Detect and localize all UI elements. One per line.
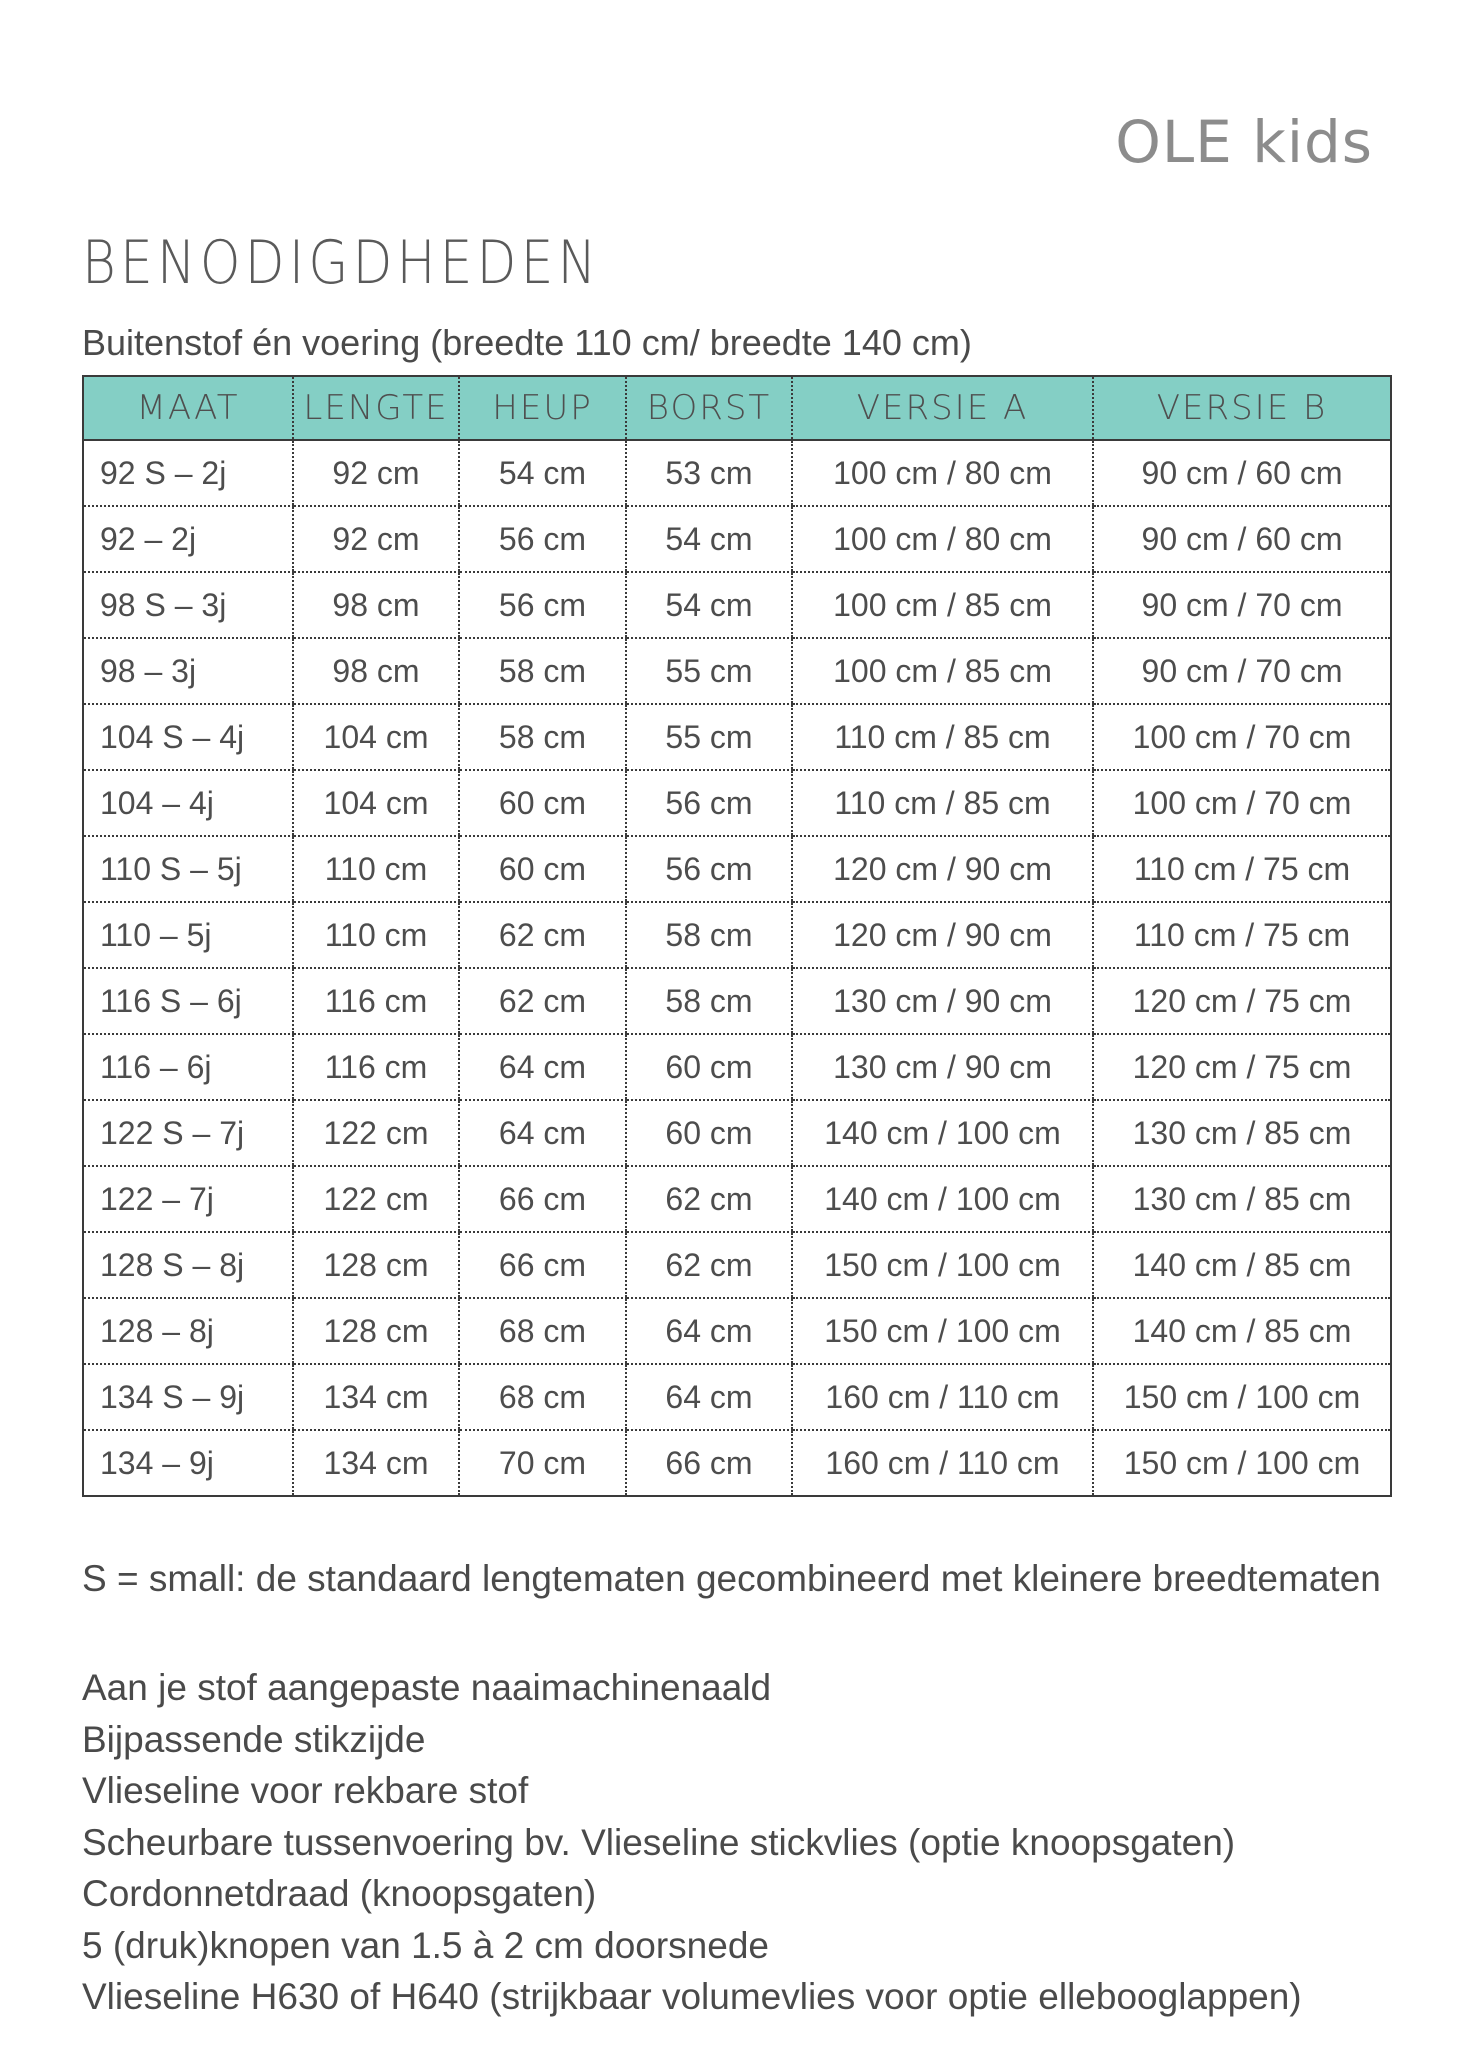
cell-heup: 58 cm <box>459 638 626 704</box>
column-header-borst: BORST <box>626 376 792 440</box>
cell-versie-b: 100 cm / 70 cm <box>1093 770 1391 836</box>
column-header-versie-a: VERSIE A <box>792 376 1093 440</box>
cell-versie-a: 110 cm / 85 cm <box>792 704 1093 770</box>
cell-maat: 98 S – 3j <box>83 572 293 638</box>
cell-versie-b: 140 cm / 85 cm <box>1093 1232 1391 1298</box>
cell-versie-a: 100 cm / 85 cm <box>792 572 1093 638</box>
cell-heup: 62 cm <box>459 968 626 1034</box>
cell-borst: 64 cm <box>626 1298 792 1364</box>
cell-lengte: 116 cm <box>293 1034 459 1100</box>
cell-versie-b: 90 cm / 70 cm <box>1093 638 1391 704</box>
cell-lengte: 92 cm <box>293 440 459 506</box>
table-row <box>83 1232 1391 1298</box>
cell-versie-b: 120 cm / 75 cm <box>1093 968 1391 1034</box>
table-row <box>83 968 1391 1034</box>
cell-heup: 56 cm <box>459 506 626 572</box>
cell-lengte: 92 cm <box>293 506 459 572</box>
cell-versie-a: 110 cm / 85 cm <box>792 770 1093 836</box>
table-row <box>83 1430 1391 1496</box>
cell-versie-a: 160 cm / 110 cm <box>792 1430 1093 1496</box>
cell-borst: 56 cm <box>626 836 792 902</box>
table-row <box>83 770 1391 836</box>
cell-versie-a: 150 cm / 100 cm <box>792 1298 1093 1364</box>
cell-borst: 58 cm <box>626 902 792 968</box>
cell-borst: 53 cm <box>626 440 792 506</box>
cell-versie-b: 110 cm / 75 cm <box>1093 902 1391 968</box>
cell-borst: 58 cm <box>626 968 792 1034</box>
cell-maat: 116 S – 6j <box>83 968 293 1034</box>
supply-item: Vlieseline voor rekbare stof <box>82 1770 529 1811</box>
cell-lengte: 110 cm <box>293 836 459 902</box>
size-table <box>82 375 1392 1497</box>
cell-lengte: 122 cm <box>293 1166 459 1232</box>
table-row <box>83 1364 1391 1430</box>
cell-versie-a: 120 cm / 90 cm <box>792 902 1093 968</box>
cell-versie-a: 100 cm / 80 cm <box>792 506 1093 572</box>
cell-heup: 68 cm <box>459 1364 626 1430</box>
supply-item: Vlieseline H630 of H640 (strijkbaar volumevlies voor optie ellebooglappen) <box>82 1976 1302 2017</box>
column-header-maat: MAAT <box>83 376 293 440</box>
cell-versie-b: 100 cm / 70 cm <box>1093 704 1391 770</box>
section-heading: BENODIGDHEDEN <box>82 228 601 298</box>
table-row <box>83 1100 1391 1166</box>
cell-versie-b: 130 cm / 85 cm <box>1093 1166 1391 1232</box>
cell-versie-a: 140 cm / 100 cm <box>792 1100 1093 1166</box>
cell-maat: 134 – 9j <box>100 1444 214 1481</box>
table-row <box>83 506 1391 572</box>
cell-borst: 62 cm <box>626 1166 792 1232</box>
column-header-lengte: LENGTE <box>293 376 459 440</box>
size-note: S = small: de standaard lengtematen gecombineerd met kleinere breedtematen <box>82 1558 1381 1599</box>
cell-lengte: 128 cm <box>293 1232 459 1298</box>
cell-versie-b: 140 cm / 85 cm <box>1093 1298 1391 1364</box>
cell-versie-a: 130 cm / 90 cm <box>792 1034 1093 1100</box>
table-row <box>83 704 1391 770</box>
fabric-subheading: Buitenstof én voering (breedte 110 cm/ breedte 140 cm) <box>82 322 972 363</box>
brand-logo-text: OLE kids <box>1115 108 1373 176</box>
cell-lengte: 98 cm <box>293 572 459 638</box>
table-row <box>83 638 1391 704</box>
cell-borst: 54 cm <box>626 572 792 638</box>
supply-item: Cordonnetdraad (knoopsgaten) <box>82 1873 597 1914</box>
table-row <box>83 1166 1391 1232</box>
cell-versie-b: 110 cm / 75 cm <box>1093 836 1391 902</box>
supply-item: Aan je stof aangepaste naaimachinenaald <box>82 1667 772 1708</box>
column-header-versie-b: VERSIE B <box>1093 376 1391 440</box>
cell-versie-a: 130 cm / 90 cm <box>792 968 1093 1034</box>
table-row <box>83 572 1391 638</box>
cell-versie-a: 120 cm / 90 cm <box>792 836 1093 902</box>
cell-versie-a: 100 cm / 85 cm <box>792 638 1093 704</box>
cell-versie-b: 150 cm / 100 cm <box>1093 1430 1391 1496</box>
cell-lengte: 128 cm <box>293 1298 459 1364</box>
cell-heup: 56 cm <box>459 572 626 638</box>
cell-heup: 60 cm <box>459 770 626 836</box>
cell-maat: 116 – 6j <box>83 1034 293 1100</box>
cell-heup: 64 cm <box>459 1100 626 1166</box>
cell-versie-b: 90 cm / 70 cm <box>1093 572 1391 638</box>
cell-versie-a: 150 cm / 100 cm <box>792 1232 1093 1298</box>
table-header-row <box>83 376 1391 440</box>
cell-versie-a: 140 cm / 100 cm <box>792 1166 1093 1232</box>
cell-versie-b: 150 cm / 100 cm <box>1093 1364 1391 1430</box>
cell-borst: 56 cm <box>626 770 792 836</box>
cell-versie-b: 120 cm / 75 cm <box>1093 1034 1391 1100</box>
cell-versie-b: 90 cm / 60 cm <box>1093 440 1391 506</box>
cell-maat: 122 S – 7j <box>83 1100 293 1166</box>
cell-heup: 66 cm <box>459 1166 626 1232</box>
cell-versie-b: 90 cm / 60 cm <box>1093 506 1391 572</box>
supply-item: Bijpassende stikzijde <box>82 1718 426 1760</box>
table-row <box>83 1034 1391 1100</box>
cell-maat: 110 – 5j <box>83 902 293 968</box>
table-row <box>83 836 1391 902</box>
cell-lengte: 110 cm <box>293 902 459 968</box>
cell-heup: 70 cm <box>459 1430 626 1496</box>
cell-lengte: 134 cm <box>293 1430 459 1496</box>
supply-item: 5 (druk)knopen van 1.5 à 2 cm doorsnede <box>82 1924 769 1966</box>
cell-versie-b: 130 cm / 85 cm <box>1093 1100 1391 1166</box>
cell-heup: 64 cm <box>459 1034 626 1100</box>
table-row <box>83 1298 1391 1364</box>
cell-heup: 62 cm <box>459 902 626 968</box>
cell-borst: 64 cm <box>626 1364 792 1430</box>
cell-lengte: 122 cm <box>293 1100 459 1166</box>
cell-maat: 134 S – 9j <box>83 1364 293 1430</box>
cell-borst: 55 cm <box>626 638 792 704</box>
cell-maat: 92 S – 2j <box>83 440 293 506</box>
cell-lengte: 116 cm <box>293 968 459 1034</box>
supplies-list <box>82 1662 1302 2023</box>
cell-heup: 58 cm <box>459 704 626 770</box>
cell-borst: 66 cm <box>626 1430 792 1496</box>
cell-lengte: 134 cm <box>293 1364 459 1430</box>
table-row <box>83 902 1391 968</box>
cell-heup: 54 cm <box>459 440 626 506</box>
cell-maat: 92 – 2j <box>83 506 293 572</box>
cell-maat: 122 – 7j <box>83 1166 293 1232</box>
cell-heup: 66 cm <box>459 1232 626 1298</box>
cell-lengte: 104 cm <box>293 770 459 836</box>
cell-maat: 104 S – 4j <box>83 704 293 770</box>
cell-maat: 98 – 3j <box>83 638 293 704</box>
cell-maat: 104 – 4j <box>83 770 293 836</box>
cell-borst: 54 cm <box>626 506 792 572</box>
cell-versie-a: 100 cm / 80 cm <box>792 440 1093 506</box>
cell-borst: 60 cm <box>626 1100 792 1166</box>
cell-maat: 128 – 8j <box>83 1298 293 1364</box>
supply-item: Scheurbare tussenvoering bv. Vlieseline stickvlies (optie knoopsgaten) <box>82 1821 1236 1863</box>
cell-borst: 60 cm <box>626 1034 792 1100</box>
cell-lengte: 98 cm <box>293 638 459 704</box>
cell-borst: 55 cm <box>626 704 792 770</box>
cell-maat: 110 S – 5j <box>83 836 293 902</box>
table-row <box>83 440 1391 506</box>
cell-maat: 128 S – 8j <box>83 1232 293 1298</box>
cell-lengte: 104 cm <box>293 704 459 770</box>
cell-versie-a: 160 cm / 110 cm <box>792 1364 1093 1430</box>
cell-heup: 60 cm <box>459 836 626 902</box>
cell-borst: 62 cm <box>626 1232 792 1298</box>
column-header-heup: HEUP <box>459 376 626 440</box>
cell-heup: 68 cm <box>459 1298 626 1364</box>
